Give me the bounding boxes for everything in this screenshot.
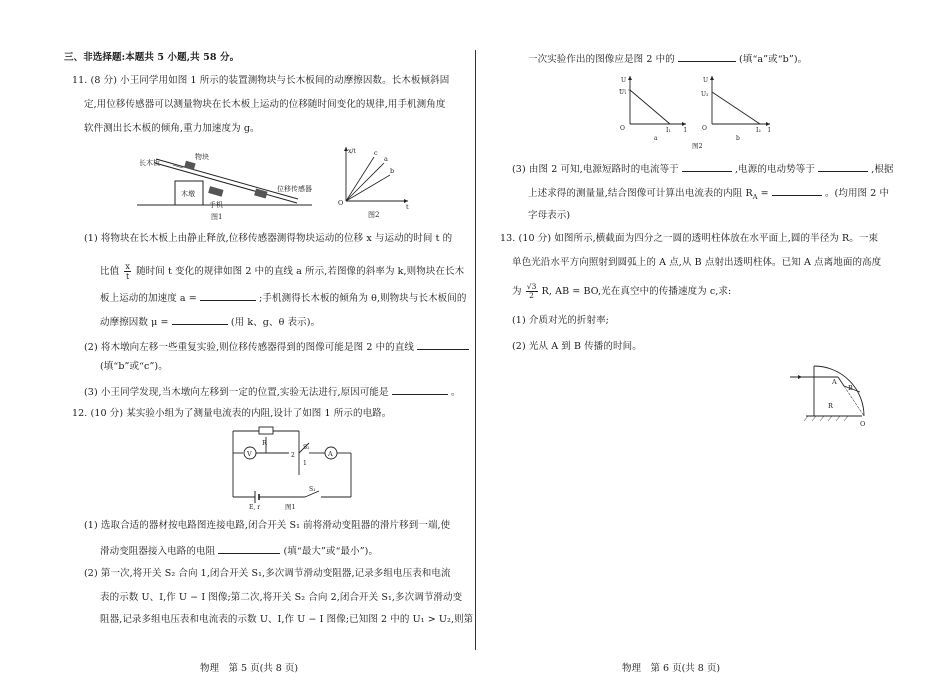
label-sensor: 位移传感器 (277, 185, 312, 193)
answer-blank-emf (818, 162, 868, 172)
answer-blank-reason (392, 385, 448, 395)
graph-a-I1: I₁ (666, 127, 671, 134)
q11-p2-line-1: (2) 将木墩向左移一些重复实验,则位移传感器得到的图像可能是图 2 中的直线 (84, 340, 469, 354)
q12-p3-line-2: 上述求得的测量量,结合图像可计算出电流表的内阻 $R_A$ = 。(均用图 2 中 (528, 188, 890, 201)
q11-p2-line-2: (填“b”或“c”)。 (100, 361, 168, 372)
q11-figure-2 (332, 143, 412, 223)
q12-continued-line: 一次实验作出的图像应是图 2 中的 (填“a”或“b”)。 (528, 54, 808, 65)
q12-p3-line-3: 字母表示) (528, 210, 571, 221)
q12-p3-line-1: (3) 由图 2 可知,电源短路时的电流等于 ,电源的电动势等于 ,根据 (512, 164, 894, 175)
label-R: R (262, 439, 267, 447)
q11-p1-line-2: 比值 $\frac{x}{t}$ 随时间 t 变化的规律如图 2 中的直线 a 所示,若图像的斜率为 k,则物块在长木 (100, 262, 465, 281)
graph-b-I2: I₂ (756, 127, 761, 134)
fig1-caption: 图1 (211, 213, 223, 221)
graph-b-I: I (768, 127, 771, 134)
q12-p2-line-3: 阻器,记录多组电压表和电流表的示数 U、I,作 U − I 图像;已知图 2 中的 U₁ > U₂,则第 (100, 614, 474, 625)
q12-figure-2 (618, 70, 788, 150)
graph-a-label: a (654, 135, 658, 142)
label-pos2: 2 (291, 452, 295, 459)
q11-figure-1 (127, 145, 312, 225)
q13-figure (788, 360, 868, 430)
footer-right: 物理 第 6 页(共 8 页) (622, 663, 721, 674)
fig2-line-b: b (390, 167, 395, 175)
graph-a-U: U (621, 77, 627, 84)
answer-blank-accel (200, 291, 256, 301)
fig2-origin: O (338, 199, 344, 207)
fig2-caption: 图2 (368, 211, 380, 219)
label-block: 物块 (195, 153, 209, 161)
q13-line-1: 13. (10 分) 如图所示,横截面为四分之一圆的透明柱体放在水平面上,圆的半径为 R。一束 (500, 233, 879, 244)
q13-line-3: 为 $\frac{√3}{2}$ R, AB = BO,光在真空中的传播速度为 c,求: (512, 282, 732, 300)
label-S1: S₁ (309, 486, 316, 493)
circuit-caption: 图1 (285, 503, 296, 511)
label-point-A: A (832, 378, 837, 386)
label-point-B: B (848, 384, 853, 392)
q11-p1-line-4: 动摩擦因数 μ = (用 k、g、θ 表示)。 (100, 317, 321, 328)
q11-p1-line-3: 板上运动的加速度 a = ;手机测得长木板的倾角为 θ,则物块与长木板间的 (100, 293, 467, 304)
q12-p2-line-2: 表的示数 U、I,作 U − I 图像;第二次,将开关 S₂ 合向 2,闭合开关 S₁,多次调节滑动变 (100, 592, 463, 603)
footer-left: 物理 第 5 页(共 8 页) (200, 663, 299, 674)
q11-line-2: 定,用位移传感器可以测量物块在长木板上运动的位移随时间变化的规律,用手机测角度 (84, 99, 446, 110)
right-page (500, 0, 894, 688)
q11-line-3: 软件测出长木板的倾角,重力加速度为 g。 (84, 123, 260, 134)
answer-blank-ra (772, 186, 822, 196)
fig2-ylabel: x/t (348, 148, 356, 155)
graph-b-label: b (736, 135, 740, 142)
graph-a-O: O (620, 125, 625, 132)
phone-shape (208, 186, 223, 197)
graph-b-O: O (702, 125, 707, 132)
q12-p2-line-1: (2) 第一次,将开关 S₂ 合向 1,闭合开关 S₁,多次调节滑动变阻器,记录多组电压表和电流 (84, 568, 451, 579)
label-A: A (328, 450, 333, 458)
graph-b-U2: U₂ (701, 91, 709, 98)
block-shape (184, 161, 196, 170)
fig2-line-a: a (384, 155, 388, 163)
label-wood: 木墩 (181, 190, 195, 198)
label-radius-R: R (828, 402, 833, 410)
graph-b-U: U (703, 77, 709, 84)
label-phone: 手机 (209, 201, 223, 209)
label-board: 长木板 (139, 159, 160, 167)
answer-blank-graph (678, 52, 736, 62)
section-title: 三、非选择题:本题共 5 小题,共 58 分。 (64, 52, 240, 63)
label-Er: E, r (249, 504, 261, 511)
column-divider (475, 50, 476, 650)
graph-a-I: I (684, 127, 687, 134)
fig2-line-c: c (374, 149, 378, 157)
q12-line-1: 12. (10 分) 某实验小组为了测量电流表的内阻,设计了如图 1 所示的电路。 (72, 408, 392, 419)
q13-p2: (2) 光从 A 到 B 传播的时间。 (512, 341, 642, 352)
q11-line-1: 11. (8 分) 小王同学用如图 1 所示的装置测物块与长木板间的动摩擦因数。长木板倾斜固 (72, 75, 450, 86)
q13-line-2: 单色光沿水平方向照射到圆弧上的 A 点,从 B 点射出透明柱体。已知 A 点离地面的高度 (512, 257, 882, 268)
label-V: V (247, 450, 252, 458)
answer-blank-line (417, 340, 469, 350)
fraction-sqrt3-over-2: $\frac{√3}{2}$ (526, 282, 537, 300)
q11-p3: (3) 小王同学发现,当木墩向左移到一定的位置,实验无法进行,原因可能是 。 (84, 387, 461, 398)
q12-p1-line-2: 滑动变阻器接入电路的电阻 (填“最大”或“最小”)。 (100, 546, 379, 557)
q12-circuit-figure (227, 425, 377, 510)
label-S2: S₂ (303, 444, 310, 451)
answer-blank-current (682, 162, 732, 172)
graph-caption: 图2 (692, 142, 703, 150)
left-page (64, 0, 474, 688)
q13-p1: (1) 介质对光的折射率; (512, 315, 609, 326)
answer-blank-mu (172, 315, 228, 325)
label-point-O: O (860, 420, 866, 428)
q12-p1-line-1: (1) 选取合适的器材按电路图连接电路,闭合开关 S₁ 前将滑动变阻器的滑片移到一端,使 (84, 520, 451, 531)
answer-blank-resistance (218, 544, 280, 554)
q11-p1-line-1: (1) 将物块在长木板上由静止释放,位移传感器测得物块运动的位移 x 与运动的时间 t 的 (84, 233, 453, 244)
label-pos1: 1 (303, 460, 307, 467)
graph-a-U1: U₁ (619, 89, 627, 96)
fraction-x-over-t: $\frac{x}{t}$ (125, 262, 130, 281)
fig2-xlabel: t (406, 203, 409, 211)
